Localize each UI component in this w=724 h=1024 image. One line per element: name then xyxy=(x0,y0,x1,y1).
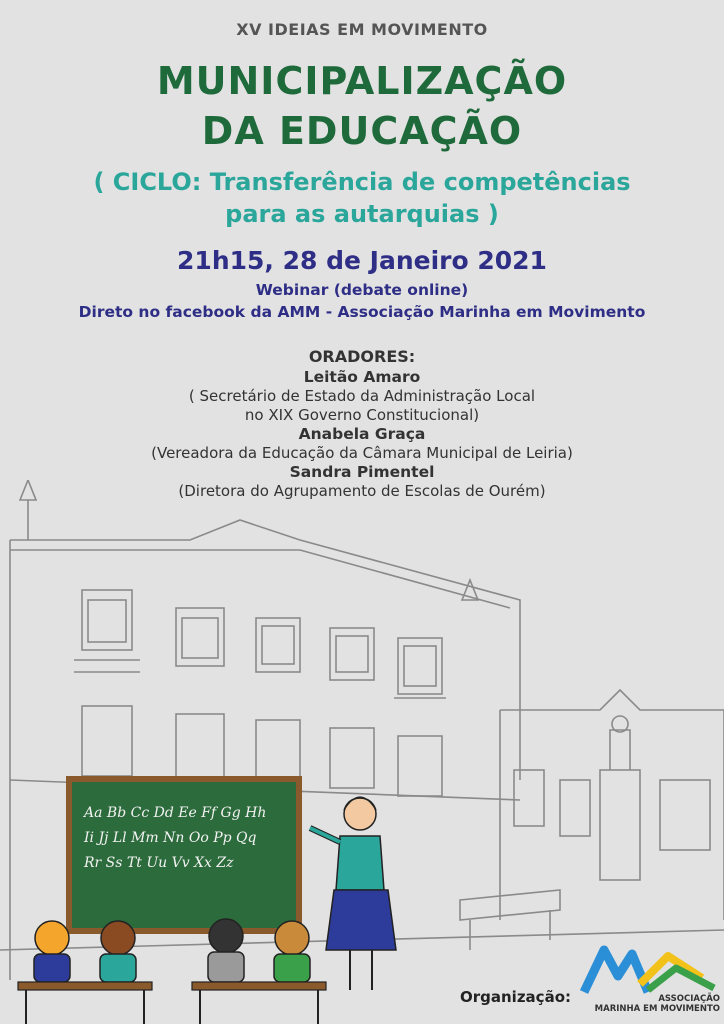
amm-logo xyxy=(578,944,720,1022)
subtitle-line-1: ( CICLO: Transferência de competências xyxy=(93,168,631,196)
bench xyxy=(460,890,560,920)
window xyxy=(256,720,300,782)
student-desk xyxy=(192,982,326,990)
poster-title xyxy=(0,56,724,156)
monument xyxy=(600,770,640,880)
roof-line xyxy=(10,550,510,608)
roof-finial xyxy=(20,480,36,500)
chalkboard-row: Aa Bb Cc Dd Ee Ff Gg Hh xyxy=(84,805,267,821)
amm-logo-text xyxy=(578,994,720,1014)
speaker-name: Sandra Pimentel xyxy=(289,463,435,481)
title-line-2: DA EDUCAÇÃO xyxy=(201,109,523,153)
student-figure xyxy=(274,921,310,982)
speaker-name: Leitão Amaro xyxy=(303,368,421,386)
event-series-label: XV IDEIAS EM MOVIMENTO xyxy=(236,20,488,39)
event-datetime: 21h15, 28 de Janeiro 2021 xyxy=(177,246,547,275)
event-broadcast: Direto no facebook da AMM - Associação Marinha em Movimento xyxy=(78,303,646,321)
event-format: Webinar (debate online) xyxy=(255,281,469,299)
speaker-role: ( Secretário de Estado da Administração Local xyxy=(188,387,536,405)
window xyxy=(82,706,132,776)
logo-text-line: ASSOCIAÇÃO xyxy=(658,994,720,1004)
student-figure xyxy=(208,919,244,982)
student-desk xyxy=(18,982,152,990)
window xyxy=(176,714,224,780)
title-line-1: MUNICIPALIZAÇÃO xyxy=(156,59,568,103)
speaker-role: (Diretora do Agrupamento de Escolas de Ourém) xyxy=(178,482,546,500)
window xyxy=(514,770,544,826)
chalkboard-row: Rr Ss Tt Uu Vv Xx Zz xyxy=(84,855,234,871)
chalkboard-row: Ii Jj Ll Mm Nn Oo Pp Qq xyxy=(84,830,257,846)
amm-logo-mark xyxy=(578,944,720,994)
student-figure xyxy=(100,921,136,982)
teacher-figure xyxy=(310,797,396,990)
window xyxy=(560,780,590,836)
speaker-role: no XIX Governo Constitucional) xyxy=(244,406,480,424)
organizer-label: Organização: xyxy=(460,988,571,1006)
window xyxy=(330,728,374,788)
poster-subtitle xyxy=(0,166,724,230)
speaker-role: (Vereadora da Educação da Câmara Municipal de Leiria) xyxy=(151,444,573,462)
speaker-name: Anabela Graça xyxy=(298,425,426,443)
speakers-section xyxy=(0,346,724,501)
school-illustration xyxy=(0,480,724,1024)
window xyxy=(82,590,132,650)
window xyxy=(398,736,442,796)
student-figure xyxy=(34,921,70,982)
subtitle-line-2: para as autarquias ) xyxy=(225,200,499,228)
logo-text-line: MARINHA EM MOVIMENTO xyxy=(594,1004,720,1014)
doorway xyxy=(660,780,710,850)
speakers-heading: ORADORES: xyxy=(308,347,416,366)
